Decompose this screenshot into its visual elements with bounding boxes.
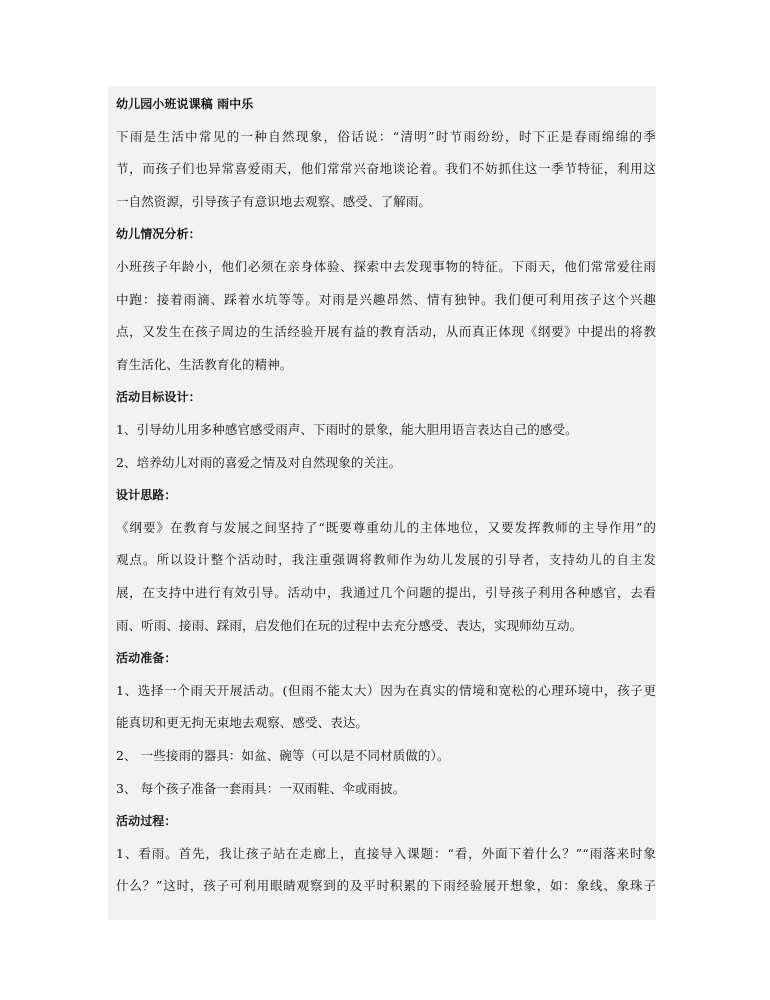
text-line: 育生活化、生活教育化的精神。: [116, 356, 293, 372]
text-line: 2、培养幼儿对雨的喜爱之情及对自然现象的关注。: [116, 454, 402, 470]
text-line: 1、选择一个雨天开展活动。(但雨不能太大）因为在真实的情境和宽松的心理环境中，孩子更: [116, 682, 656, 698]
text-line: 小班孩子年龄小，他们必须在亲身体验、探索中去发现事物的特征。下雨天，他们常常爱往雨: [116, 259, 656, 274]
text-line: 下雨是生活中常见的一种自然现象，俗话说：“清明”时节雨纷纷，时下正是春雨绵绵的季: [116, 128, 656, 144]
text-line: 什么？”这时，孩子可利用眼睛观察到的及平时积累的下雨经验展开想象，如：象线、象珠子: [116, 878, 656, 894]
section-heading: 活动目标设计：: [116, 390, 201, 405]
text-line: 能真切和更无拘无束地去观察、感受、表达。: [116, 715, 369, 731]
section-heading: 活动过程：: [116, 814, 177, 829]
section-heading: 幼儿园小班说课稿 雨中乐: [116, 97, 254, 111]
text-line: 1、引导幼儿用多种感官感受雨声、下雨时的景象，能大胆用语言表达自己的感受。: [116, 422, 578, 437]
text-line: 节，而孩子们也异常喜爱雨天，他们常常兴奋地谈论着。我们不妨抓住这一季节特征，利用这: [116, 161, 656, 177]
text-line: 中跑：接着雨滴、踩着水坑等等。对雨是兴趣昂然、情有独钟。我们便可利用孩子这个兴趣: [116, 291, 656, 307]
text-line: 观点。所以设计整个活动时，我注重强调将教师作为幼儿发展的引导者，支持幼儿的自主发: [116, 552, 656, 568]
text-line: 3、 每个孩子准备一套雨具：一双雨鞋、伞或雨披。: [116, 780, 406, 796]
text-line: 展，在支持中进行有效引导。活动中，我通过几个问题的提出，引导孩子利用各种感官，去看: [116, 585, 656, 600]
text-line: 雨、听雨、接雨、踩雨，启发他们在玩的过程中去充分感受、表达，实现师幼互动。: [116, 617, 583, 633]
section-heading: 幼儿情况分析：: [116, 227, 201, 242]
text-line: 《纲要》在教育与发展之间坚持了“既要尊重幼儿的主体地位，又要发挥教师的主导作用”的: [116, 519, 656, 535]
document-page: [108, 86, 656, 920]
section-heading: 活动准备：: [116, 651, 177, 666]
text-line: 2、 一些接雨的器具：如盆、碗等（可以是不同材质做的）。: [116, 748, 450, 763]
text-line: 1、看雨。首先，我让孩子站在走廊上，直接导入课题：“看，外面下着什么？”“雨落来时象: [116, 845, 656, 861]
text-line: 点，又发生在孩子周边的生活经验开展有益的教育活动，从而真正体现《纲要》中提出的将教: [116, 324, 656, 340]
section-heading: 设计思路：: [116, 488, 177, 503]
text-line: 一自然资源，引导孩子有意识地去观察、感受、了解雨。: [116, 193, 432, 209]
